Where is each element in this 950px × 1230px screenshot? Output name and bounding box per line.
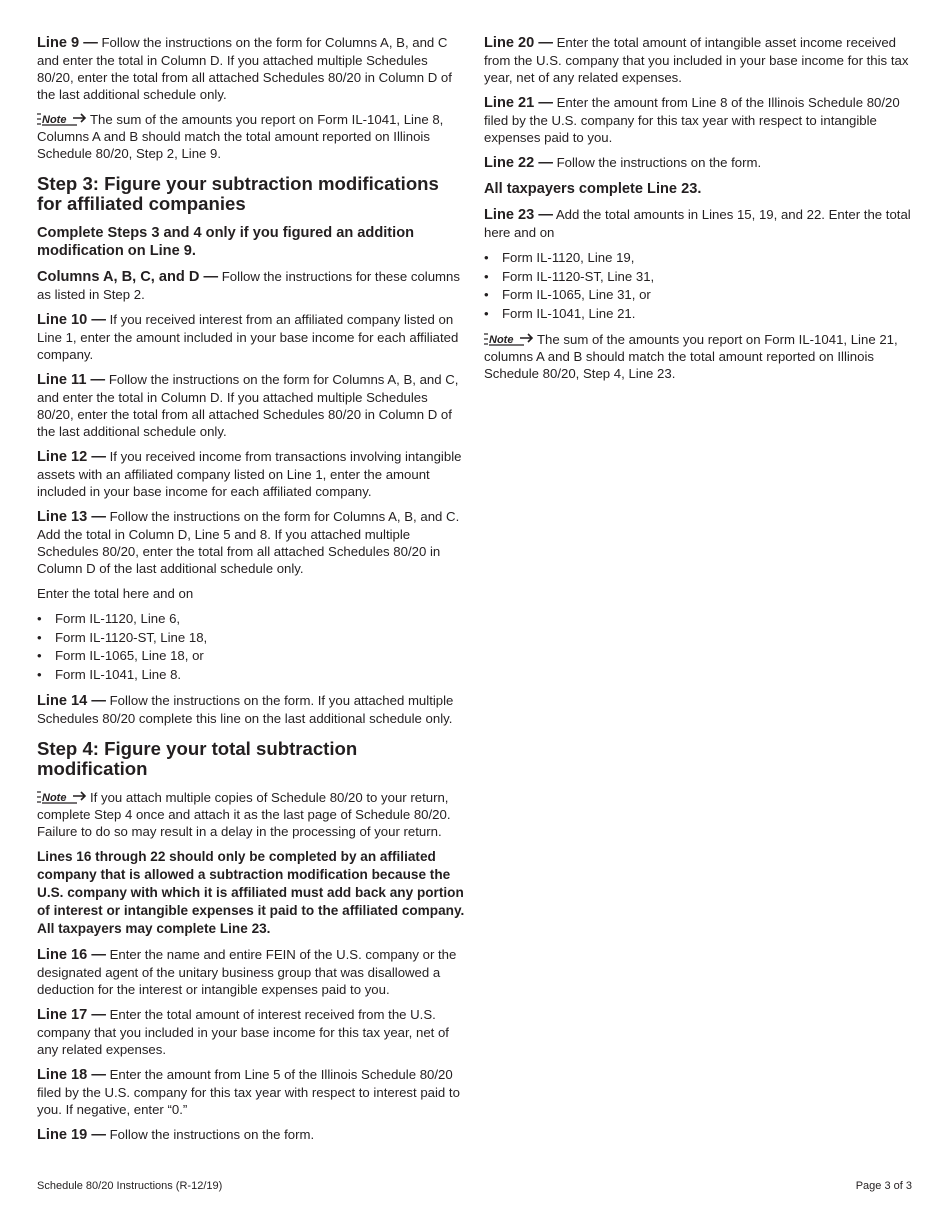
- line-text: Follow the instructions on the form.: [556, 155, 762, 170]
- line-text: Follow the instructions on the form for Columns A, B, and C, and enter the total in Column D. If you attached multiple Schedules 80/20, enter the total from all attached Schedules 80/20 in Column D of the last additional schedule only.: [37, 372, 459, 439]
- left-column: [37, 34, 467, 1152]
- line-text: Follow the instructions on the form for Columns A, B, and C and enter the total in Column D. If you attached multiple Schedules 80/20, enter the total from all attached Schedules 80/20 in Column D of the last additional schedule only.: [37, 35, 452, 102]
- line-text: Enter the total amount of interest received from the U.S. company that you included in your base income for this tax year, net of any related expenses.: [37, 1007, 449, 1057]
- line-text: Enter the amount from Line 5 of the Illinois Schedule 80/20 filed by the U.S. company for this tax year with respect to interest paid to you. If negative, enter “0.”: [37, 1067, 460, 1117]
- step3-instruction: Complete Steps 3 and 4 only if you figured an addition modification on Line 9.: [37, 225, 415, 259]
- line-text: Follow the instructions on the form for Columns A, B, and C. Add the total in Column D, Line 5 and 8. If you attached multiple Schedules 80/20, enter the total from all attached Schedules 80/20 in Column D of the last additional schedule only.: [37, 509, 460, 576]
- columns-paragraph: [37, 268, 467, 303]
- list-item: • Form IL-1065, Line 31, or: [484, 287, 651, 302]
- line13-paragraph: [37, 508, 467, 577]
- note-icon: [37, 112, 87, 126]
- all-taxpayers-heading: All taxpayers complete Line 23.: [484, 181, 702, 197]
- line-text: If you received income from transactions involving intangible assets with an affiliated company listed on Line 1, enter the amount included in your base income for each affiliated company.: [37, 449, 462, 499]
- columns-label: Columns A, B, C, and D —: [37, 269, 219, 285]
- note-paragraph: [484, 331, 914, 382]
- line-label: Line 21 —: [484, 95, 553, 111]
- line-label: Line 11 —: [37, 372, 106, 388]
- list-item: • Form IL-1065, Line 18, or: [37, 648, 204, 663]
- lines16-22-instruction: Lines 16 through 22 should only be completed by an affiliated company that is allowed a subtraction modification because the U.S. company with which it is affiliated must add back any portion of interest or intangible expenses it paid to the affiliated company. All taxpayers may complete Line 23.: [37, 849, 465, 936]
- list-item: • Form IL-1120-ST, Line 18,: [37, 629, 208, 645]
- line10-paragraph: [37, 311, 467, 363]
- note-text: The sum of the amounts you report on Form IL-1041, Line 8, Columns A and B should match the total amount reported on Illinois Schedule 80/20, Step 2, Line 9.: [37, 112, 444, 161]
- note-icon-label: Note: [42, 792, 67, 804]
- line19-paragraph: [37, 1126, 467, 1144]
- line11-paragraph: [37, 371, 467, 440]
- line22-paragraph: [484, 154, 914, 172]
- line-text: Follow the instructions on the form.: [109, 1127, 315, 1142]
- step4-heading: Step 4: Figure your total subtraction modification: [37, 738, 358, 779]
- line9-paragraph: [37, 34, 467, 103]
- columns-text: Follow the instructions for these columns as listed in Step 2.: [37, 269, 460, 302]
- line-label: Line 9 —: [37, 35, 98, 51]
- note-paragraph: [37, 111, 467, 162]
- line-text: Follow the instructions on the form. If you attached multiple Schedules 80/20 complete this line on the last additional schedule only.: [37, 693, 454, 726]
- line18-paragraph: [37, 1066, 467, 1118]
- line12-paragraph: [37, 448, 467, 500]
- line-text: Enter the name and entire FEIN of the U.S. company or the designated agent of the unitary business group that was disallowed a deduction for the interest or intangible expenses paid to you.: [37, 947, 457, 997]
- list-item: • Form IL-1120, Line 19,: [484, 250, 635, 265]
- line-label: Line 10 —: [37, 312, 106, 328]
- line-text: Enter the amount from Line 8 of the Illinois Schedule 80/20 filed by the U.S. company for this tax year with respect to intangible expenses paid to you.: [484, 95, 900, 145]
- step3-heading: Step 3: Figure your subtraction modifications for affiliated companies: [37, 173, 439, 214]
- list-item: • Form IL-1120, Line 6,: [37, 611, 181, 626]
- note-icon: [484, 332, 534, 346]
- list-item: • Form IL-1041, Line 21.: [484, 305, 636, 321]
- line-text: Enter the total amount of intangible asset income received from the U.S. company that you included in your base income for this tax year, net of any related expenses.: [484, 35, 909, 85]
- line-label: Line 17 —: [37, 1007, 106, 1023]
- line-label: Line 20 —: [484, 35, 553, 51]
- note-text: The sum of the amounts you report on Form IL-1041, Line 21, columns A and B should match the total amount reported on Illinois Schedule 80/20, Step 4, Line 23.: [484, 332, 898, 381]
- footer-page-number: Page 3 of 3: [855, 1180, 912, 1192]
- line-label: Line 22 —: [484, 155, 553, 171]
- line-label: Line 19 —: [37, 1127, 106, 1143]
- line21-paragraph: [484, 94, 914, 146]
- right-column: [484, 34, 914, 390]
- note-text: If you attach multiple copies of Schedule 80/20 to your return, complete Step 4 once and attach it as the last page of Schedule 80/20. Failure to do so may result in a delay in the processing of your return.: [37, 790, 451, 839]
- line-label: Line 14 —: [37, 693, 106, 709]
- line16-paragraph: [37, 946, 467, 998]
- line14-paragraph: [37, 692, 467, 727]
- note-icon: [37, 790, 87, 804]
- line-text: Add the total amounts in Lines 15, 19, and 22. Enter the total here and on: [484, 207, 911, 240]
- note-icon-label: Note: [489, 334, 514, 346]
- line-label: Line 18 —: [37, 1067, 106, 1083]
- line-label: Line 12 —: [37, 449, 106, 465]
- line17-paragraph: [37, 1006, 467, 1058]
- enter-total-text: Enter the total here and on: [37, 586, 194, 601]
- note-icon-label: Note: [42, 114, 67, 126]
- line-label: Line 23 —: [484, 207, 553, 223]
- line20-paragraph: [484, 34, 914, 86]
- form-list: [484, 249, 914, 323]
- list-item: • Form IL-1041, Line 8.: [37, 666, 182, 682]
- line-text: If you received interest from an affiliated company listed on Line 1, enter the amount included in your base income for each affiliated company.: [37, 312, 459, 362]
- note-paragraph: [37, 789, 467, 840]
- footer-form-id: Schedule 80/20 Instructions (R-12/19): [37, 1180, 223, 1192]
- line-label: Line 16 —: [37, 947, 106, 963]
- list-item: • Form IL-1120-ST, Line 31,: [484, 268, 655, 284]
- line-label: Line 13 —: [37, 509, 106, 525]
- line23-paragraph: [484, 206, 914, 241]
- form-list: [37, 610, 467, 684]
